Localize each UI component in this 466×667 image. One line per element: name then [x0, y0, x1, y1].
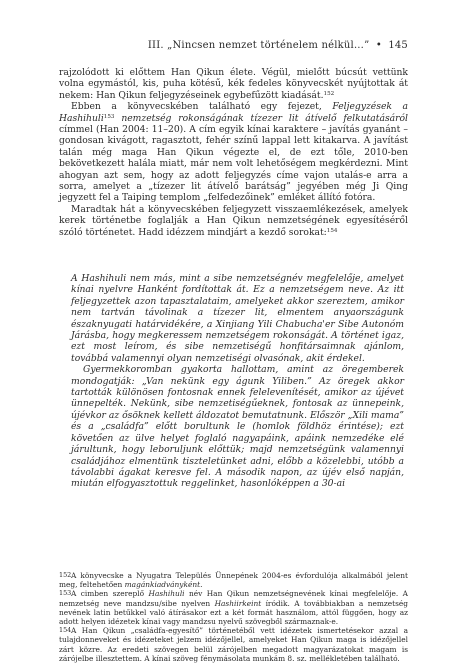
page-number: 145	[388, 40, 408, 51]
paragraph-2-title-part2: nemzetség rokonságának tízezer lit átívelő felkutatásáról	[121, 112, 408, 124]
footnote-text-mid: név Han Qikun nemzetségnevének kínai megfelelője. A nemzetség neve mandzsu/sibe nyelven	[59, 589, 408, 608]
header-bullet: •	[375, 40, 382, 51]
footnote-number: 152	[59, 571, 72, 579]
body-text	[59, 67, 408, 238]
footnote-number: 154	[59, 626, 72, 635]
footnote-text: A Han Qikun „családfa-egyesítő” történetéből vett idézetek ismertetésekor azzal a tulajdonneveket és idézeteket jelzem idézőjellel, amelyeket Han Qikun maga is idézőjellel zárt közre. Az eredeti szövegen belül zárójelben megadott magyarázatokat magam is zárójelbe illesztettem. A kínai szöveg fénymásolata munkám 8. sz. mellékletében található.	[59, 626, 408, 663]
footnote-italic: magánkiadványként	[124, 580, 201, 590]
footnote-italic: Hashihuli	[148, 589, 185, 599]
footnote-154	[59, 626, 408, 663]
quote-paragraph-1: A Hashihuli nem más, mint a sibe nemzetségnév megfelelője, amelyet kínai nyelvre Hanként fordítottak át. Ez a nemzetségem neve. Az itt feljegyzettek azon tapasztalataim, amelyeket akkor szereztem, amikor nem tartván távolinak a tízezer lit, elmentem anyaországunk északnyugati határvidékére, a Xinjiang Yili Chabucha'er Sibe Autonóm Járásba, hogy megkeressem nemzetségem rokonságát. A történet igaz, ezt most leírom, és sibe nemzetiségű honfitársaimnak ajánlom, továbbá valamennyi olyan nemzetiségi olvasónak, akit érdekel.	[71, 273, 404, 364]
paragraph-2-text-a: Ebben a könyvecskében található egy fejezet,	[71, 101, 333, 113]
footnote-ref-154: 154	[326, 227, 338, 234]
paragraph-1-text: rajzolódott ki előttem Han Qikun élete. Végül, mielőtt búcsút vettünk volna egymástól, kis, puha kötésű, kék fedeles könyvecskét nyújtottak át nekem: Han Qikun feljegyzéseinek egybefűzött kiadását.	[59, 67, 408, 101]
paragraph-2-text-b: címmel (Han 2004: 11–20). A cím egyik kínai karaktere – javítás gyanánt – gondosan kivágott, ragasztott, fehér színű lappal lett kitakarva. A javítást talán még maga Han Qikun végezte el, de ezt tőle, 2010-ben bekövetkezett halála miatt, már nem volt lehetőségem megkérdezni. Mint ahogyan azt sem, hogy az adott feljegyzés címe vajon utalás-e arra a sorra, amelyet a „tízezer lit átívelő barátság” jegyében még Ji Qing jegyzett fel a Taiping templom „felfedezőinek” emléket állító fotóra.	[59, 124, 408, 204]
paragraph-2	[59, 101, 408, 204]
quote-paragraph-2: Gyermekkoromban gyakorta hallottam, amint az öregemberek mondogatják: „Van nekünk egy águnk Yiliben.” Az öregek akkor tartották különösen fontosnak ennek felelevenítését, amikor az újévet ünnepelték. Nekünk, sibe nemzetiségűeknek, fontosak az ünnepeink, újévkor az ősöknek kellett áldozatot bemutatnunk. Először „Xili mama” és a „családfa” előtt borultunk le (homlok földhöz érintése); ezt követően az ülve helyet foglaló nagyapáink, apáink nemzedéke elé járultunk, hogy leboruljunk előttük; majd nemzetségünk valamennyi családjához elmentünk tiszteletünket adni, előbb a közelebbi, utóbb a távolabbi ágakat keresve fel. A második napon, az újév első napján, miután elfogyasztottuk reggelinket, hasonlóképpen a 30-ai	[71, 364, 404, 490]
chapter-title: III. „Nincsen nemzet történelem nélkül…”	[147, 40, 370, 51]
paragraph-1	[59, 67, 408, 101]
footnote-text: A cimben szereplő	[71, 589, 149, 599]
running-header	[0, 40, 466, 54]
footnote-text-end: .	[200, 580, 203, 590]
paragraph-3	[59, 204, 408, 238]
block-quote	[71, 273, 404, 490]
footnote-number: 153	[59, 589, 72, 598]
footnote-152	[59, 571, 408, 589]
paragraph-2-title-part1: Feljegyzések a Hashihuli	[59, 101, 409, 124]
footnote-ref-153: 153	[103, 113, 115, 120]
footnotes	[59, 571, 408, 663]
paragraph-3-text: Maradtak hát a könyvecskében feljegyzett visszaemlékezések, amelyek kerek történetbe foglalják a Han Qikun nemzetségének egyesítéséről szóló történetet. Hadd idézzem mindjárt a kezdő sorokat:	[59, 203, 408, 238]
footnote-ref-152: 152	[323, 90, 335, 97]
header-text	[148, 40, 408, 51]
footnote-text: A könyvecske a Nyugatra Település Ünnepének 2004-es évfordulója alkalmából jelent meg, feltehetően	[59, 571, 408, 590]
footnote-153	[59, 589, 408, 626]
footnote-text-end: íródik. A továbbiakban a nemzetség nevének latin betűkkel való átírásakor ezt a két formát használom, attól függően, hogy az adott helyen idézetek kínai vagy mandzsu nyelvű szövegből származnak-e.	[59, 598, 408, 627]
footnote-italic-2: Hashiirkeint	[214, 598, 262, 608]
